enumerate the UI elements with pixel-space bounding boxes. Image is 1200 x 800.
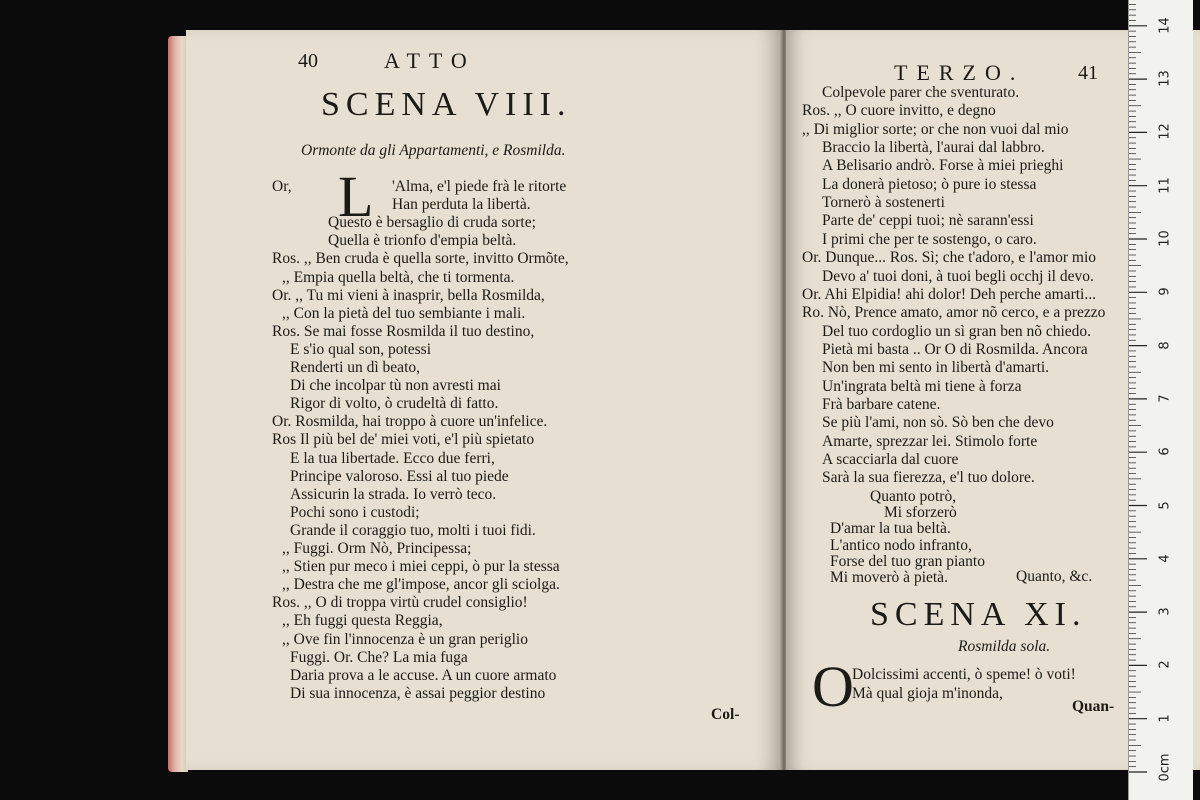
ruler-label: 7	[1157, 394, 1173, 403]
page-number-left: 40	[298, 50, 318, 72]
ruler-label: 0cm	[1157, 753, 1173, 782]
verse-line: Ros Il più bel de' miei voti, e'l più spietato	[272, 431, 535, 449]
verse-line: La donerà pietoso; ò pure io stessa	[822, 175, 1037, 193]
verse-line: Quanto potrò,	[870, 488, 957, 505]
ruler-label: 11	[1157, 176, 1173, 194]
verse-line: I primi che per te sostengo, o caro.	[822, 230, 1037, 248]
verse-line: Dolcissimi accenti, ò speme! ò voti!	[852, 666, 1076, 683]
verse-line: Pochi sono i custodi;	[290, 503, 420, 521]
ruler-label: 10	[1157, 230, 1173, 247]
ruler-label: 12	[1157, 123, 1173, 141]
ruler-label: 2	[1157, 660, 1173, 670]
verse-line: L'antico nodo infranto,	[830, 536, 972, 554]
verse-line: Mi moverò à pietà.	[830, 569, 948, 586]
verse-line: Ros. ,, O di troppa virtù crudel consiglio!	[272, 594, 528, 612]
ruler-label: 9	[1157, 287, 1173, 296]
verse-line: Pietà mi basta .. Or O di Rosmilda. Ancora	[822, 340, 1088, 358]
verse-line: Se più l'ami, non sò. Sò ben che devo	[822, 414, 1054, 432]
verse-line: ,, Ove fin l'innocenza è un gran periglio	[282, 630, 528, 648]
verse-line: Or. Ahi Elpidia! ahi dolor! Deh perche amarti...	[802, 285, 1096, 303]
ruler-label: 3	[1157, 607, 1173, 616]
ruler-label: 5	[1157, 500, 1173, 510]
verse-line: Devo a' tuoi doni, à tuoi begli occhj il devo.	[822, 267, 1094, 285]
ruler-label: 1	[1157, 714, 1173, 723]
verse-line: ,, Con la pietà del tuo sembiante i mali.	[282, 304, 526, 322]
verse-line: Or. Rosmilda, hai troppo à cuore un'infelice.	[272, 413, 548, 431]
verse-line: ,, Destra che me gl'impose, ancor gli sciolga.	[282, 576, 560, 594]
verse-line: Ro. Nò, Prence amato, amor nõ cerco, e a prezzo	[802, 304, 1106, 322]
verse-line: Frà barbare catene.	[822, 395, 941, 413]
verse-line: Tornerò à sostenerti	[822, 194, 945, 212]
ruler-label: 8	[1157, 340, 1173, 350]
verse-line: Del tuo cordoglio un sì gran ben nõ chiedo.	[822, 322, 1092, 340]
ruler-label: 4	[1157, 554, 1173, 563]
open-book	[168, 30, 1115, 778]
verse-line: Or. Dunque... Ros. Sì; che t'adoro, e l'amor mio	[802, 249, 1097, 267]
verse-line: Renderti un dì beato,	[290, 359, 420, 376]
verse-line: E s'io qual son, potessi	[290, 340, 431, 358]
verse-line: A Belisario andrò. Forse à miei prieghi	[822, 157, 1064, 175]
verse-line: Ros. ,, Ben cruda è quella sorte, invitto Ormõte,	[272, 250, 569, 268]
verse-line: Un'ingrata beltà mi tiene à forza	[822, 377, 1022, 395]
verse-line: A scacciarla dal cuore	[822, 451, 959, 468]
left-page	[186, 30, 782, 770]
first-speaker: Or,	[272, 178, 292, 195]
verse-line: Grande il coraggio tuo, molti i tuoi fidi.	[290, 521, 536, 539]
verse-line: Di sua innocenza, è assai peggior destino	[290, 684, 546, 702]
verse-line: Forse del tuo gran pianto	[830, 552, 985, 570]
verse-line: Braccio la libertà, l'aurai dal labbro.	[822, 139, 1045, 157]
verse-line: Mi sforzerò	[884, 504, 957, 522]
verse-line: Fuggi. Or. Che? La mia fuga	[290, 648, 468, 666]
scene-title-right: SCENA XI.	[870, 596, 1087, 633]
verse-line: Mà qual gioja m'inonda,	[852, 685, 1003, 702]
ruler-label: 14	[1157, 17, 1173, 34]
verse-line: D'amar la tua beltà.	[830, 520, 951, 538]
scene-subtitle-right: Rosmilda sola.	[958, 638, 1051, 655]
verse-line: E la tua libertade. Ecco due ferri,	[290, 449, 495, 467]
measuring-ruler	[1128, 0, 1193, 800]
aria-cue: Quanto, &c.	[1016, 568, 1093, 585]
verse-line: Assicurin la strada. Io verrò teco.	[290, 485, 497, 503]
verse-line: Ros. Se mai fosse Rosmilda il tuo destino,	[272, 322, 535, 340]
running-head-left: ATTO	[384, 48, 476, 73]
verse-line: Ros. ,, O cuore invitto, e degno	[802, 102, 996, 120]
ruler-label: 6	[1157, 447, 1173, 456]
verse-line: ,, Di miglior sorte; or che non vuoi dal mio	[802, 120, 1069, 138]
verse-line: Or. ,, Tu mi vieni à inasprir, bella Rosmilda,	[272, 286, 545, 304]
verse-line: Di che incolpar tù non avresti mai	[290, 377, 501, 395]
ruler-label: 13	[1157, 70, 1173, 87]
verse-line: Han perduta la libertà.	[392, 196, 531, 214]
verse-line: Parte de' ceppi tuoi; nè sarann'essi	[822, 212, 1034, 230]
verse-line: Non ben mi sento in libertà d'amarti.	[822, 359, 1050, 377]
verse-line: ,, Empia quella beltà, che ti tormenta.	[282, 268, 515, 286]
catchword-left: Col-	[711, 706, 740, 723]
verse-line: Sarà la sua fierezza, e'l tuo dolore.	[822, 469, 1035, 487]
verse-line: ,, Fuggi. Orm Nò, Principessa;	[282, 540, 472, 557]
verse-line: Amarte, sprezzar lei. Stimolo forte	[822, 432, 1038, 450]
catchword-right: Quan-	[1072, 698, 1115, 715]
page-number-right: 41	[1078, 62, 1098, 84]
verse-line: Colpevole parer che sventurato.	[822, 84, 1020, 101]
verse-line: Rigor di volto, ò crudeltà di fatto.	[290, 395, 499, 413]
verse-line: Daria prova a le accuse. A un cuore armato	[290, 666, 557, 684]
drop-cap-right: O	[812, 654, 854, 719]
page-edges	[168, 36, 188, 772]
verse-line: Questo è bersaglio di cruda sorte;	[328, 214, 536, 232]
running-head-right: TERZO.	[894, 60, 1025, 85]
verse-line: Quella è trionfo d'empia beltà.	[328, 232, 517, 250]
verse-line: ,, Eh fuggi questa Reggia,	[282, 612, 443, 630]
drop-cap-left: L	[338, 164, 374, 229]
scene-title-left: SCENA VIII.	[321, 86, 572, 123]
scene-subtitle-left: Ormonte da gli Appartamenti, e Rosmilda.	[301, 142, 566, 159]
verse-line: Principe valoroso. Essi al tuo piede	[290, 467, 509, 485]
verse-line: 'Alma, e'l piede frà le ritorte	[392, 178, 567, 195]
verse-line: ,, Stien pur meco i miei ceppi, ò pur la stessa	[282, 558, 560, 576]
